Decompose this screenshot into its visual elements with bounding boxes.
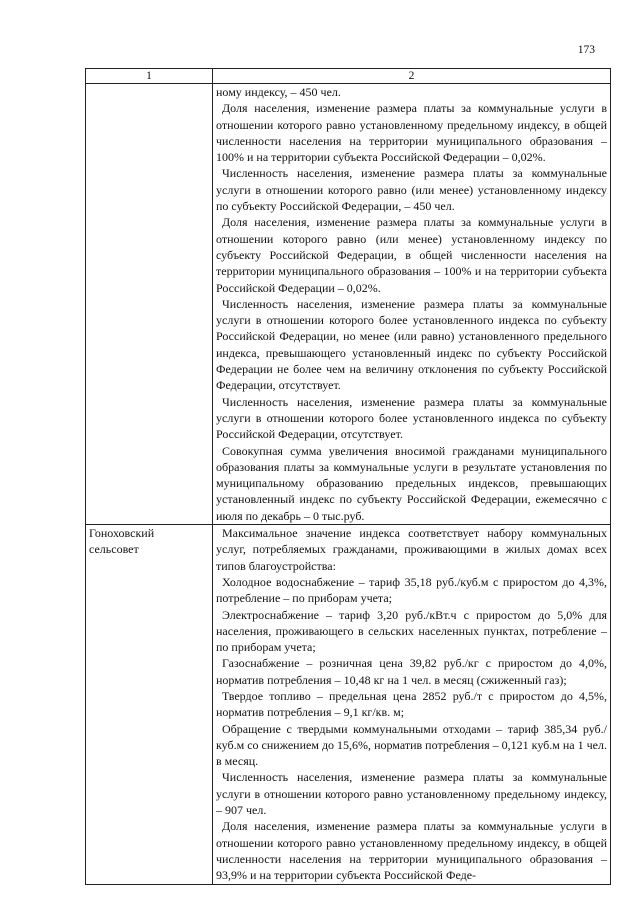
- region-name-line: Гоноховский: [89, 526, 155, 541]
- paragraph: Численность населения, изменение размера платы за коммунальные услуги в отношении которого более установленного индекса по субъекту Российской Федерации, но менее (или равно) установленного предельного индекса, превышающего установленный индекс по субъекту Российской Федерации не более чем на величину отклонения по субъекту Российской Федерации, отсутствует.: [216, 296, 607, 393]
- paragraph: ному индексу, – 450 чел.: [216, 85, 341, 99]
- region-cell: [86, 84, 213, 525]
- paragraph: Численность населения, изменение размера платы за коммунальные услуги в отношении которого равно установленному предельному индексу, – 907 чел.: [216, 770, 607, 818]
- table-header-row: [86, 69, 611, 84]
- paragraph: Доля населения, изменение размера платы за коммунальные услуги в отношении которого равно установленному предельному индексу, в общей численности населения на территории муниципального образования – 93,9% и на территории субъекта Российской Феде-: [216, 819, 607, 883]
- column-header-2: 2: [213, 69, 611, 84]
- paragraph: Обращение с твердыми коммунальными отходами – тариф 385,34 руб./куб.м со снижением до 15,6%, норматив потребления – 0,121 куб.м на 1 чел. в месяц.: [216, 721, 607, 769]
- paragraph: Доля населения, изменение размера платы за коммунальные услуги в отношении которого равно установленному предельному индексу, в общей численности населения на территории муниципального образования – 100% и на территории субъекта Российской Федерации – 0,02%.: [216, 101, 607, 165]
- region-cell: [86, 525, 213, 885]
- region-name-line: сельсовет: [89, 542, 139, 557]
- paragraph: Газоснабжение – розничная цена 39,82 руб./кг с приростом до 4,0%, норматив потребления – 10,48 кг на 1 чел. в месяц (сжиженный газ);: [216, 656, 607, 687]
- text-cell: [213, 84, 611, 525]
- paragraph: Холодное водоснабжение – тариф 35,18 руб./куб.м с приростом до 4,3%, потребление – по приборам учета;: [216, 574, 607, 606]
- paragraph: Электроснабжение – тариф 3,20 руб./кВт.ч с приростом до 5,0% для населения, проживающего в сельских населенных пунктах, потребление – по приборам учета;: [216, 607, 607, 655]
- text-cell: [213, 525, 611, 885]
- paragraph: Численность населения, изменение размера платы за коммунальные услуги в отношении которого более установленного индекса по субъекту Российской Федерации, отсутствует.: [216, 394, 607, 442]
- table-row: [86, 84, 611, 525]
- page-number: 173: [577, 44, 595, 56]
- paragraph: Численность населения, изменение размера платы за коммунальные услуги в отношении которого равно (или менее) установленному индексу по субъекту Российской Федерации, – 450 чел.: [216, 166, 607, 214]
- document-table: [85, 68, 611, 885]
- paragraph: Доля населения, изменение размера платы за коммунальные услуги в отношении которого равно (или менее) установленному индексу по субъекту Российской Федерации, в общей численности населения на территории муниципального образования – 100% и на территории субъекта Российской Федерации – 0,02%.: [216, 215, 607, 295]
- column-header-1: 1: [86, 69, 213, 84]
- paragraph: Максимальное значение индекса соответствует набору коммунальных услуг, потребляемых гражданами, проживающими в жилых домах всех типов благоустройства:: [216, 526, 607, 573]
- paragraph: Совокупная сумма увеличения вносимой гражданами муниципального образования платы за коммунальные услуги в результате установления по муниципальному образованию предельных индексов, превышающих установленный индекс по субъекту Российской Федерации, ежемесячно с июля по декабрь – 0 тыс.руб.: [216, 443, 607, 523]
- paragraph: Твердое топливо – предельная цена 2852 руб./т с приростом до 4,5%, норматив потребления – 9,1 кг/кв. м;: [216, 688, 607, 720]
- table-row: [86, 525, 611, 885]
